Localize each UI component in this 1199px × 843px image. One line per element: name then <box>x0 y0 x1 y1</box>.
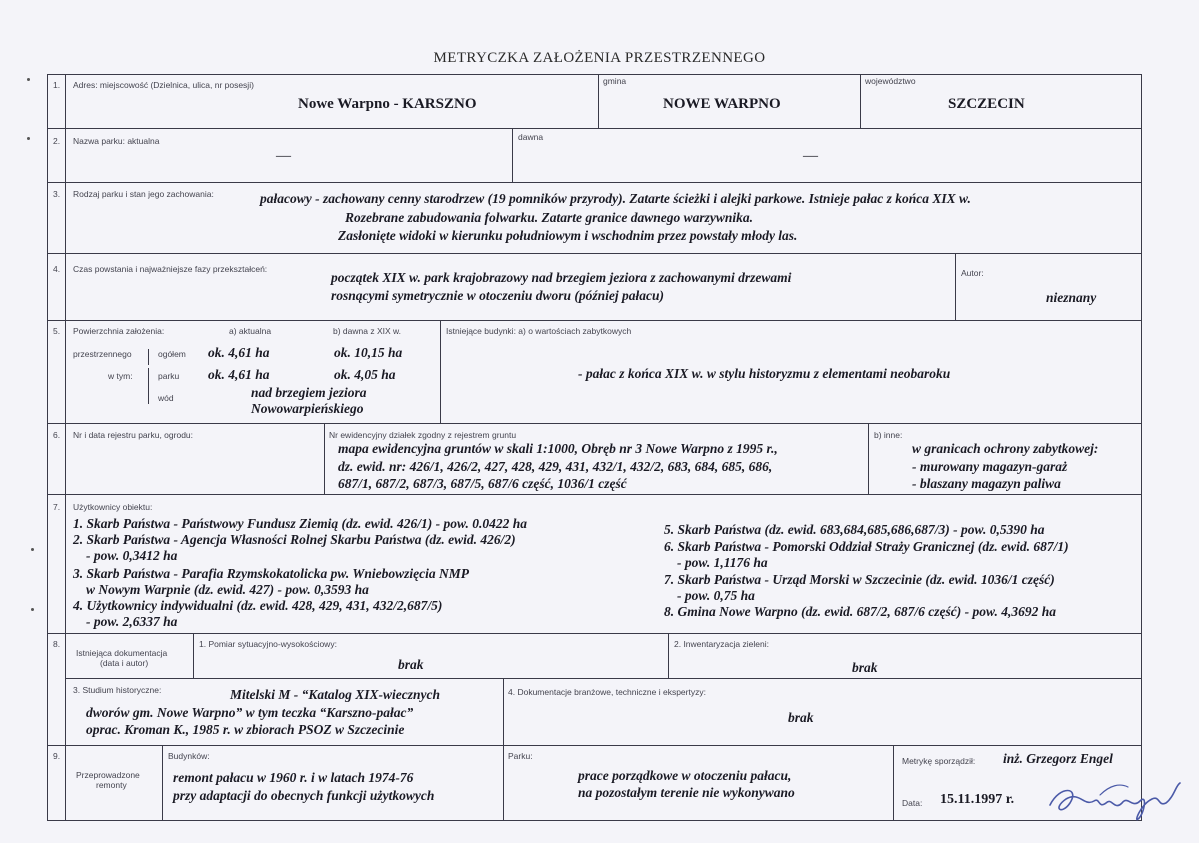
cell-divider <box>503 745 504 820</box>
row-separator <box>47 128 1142 129</box>
study-line: Mitelski M - “Katalog XIX-wiecznych <box>230 687 441 702</box>
area-former-header: b) dawna z XIX w. <box>333 326 402 336</box>
users-left-line: 3. Skarb Państwa - Parafia Rzymskokatolicka pw. Wniebowzięcia NMP <box>73 566 470 581</box>
area-total-former: ok. 10,15 ha <box>334 345 403 360</box>
buildings-value: - pałac z końca XIX w. w stylu historyzmu z elementami neobaroku <box>578 366 951 381</box>
buildings-renovations-line: przy adaptacji do obecnych funkcji użytkowych <box>173 788 435 803</box>
area-total-current: ok. 4,61 ha <box>208 345 270 360</box>
park-name-label: Nazwa parku: aktualna <box>73 136 160 146</box>
area-water-label: wód <box>158 393 174 403</box>
row-number: 8. <box>53 639 61 649</box>
margin-dot <box>27 137 30 140</box>
row-separator <box>47 253 1142 254</box>
history-line: rosnącymi symetrycznie w otoczeniu dworu (później pałacu) <box>331 288 665 303</box>
former-name-value: — <box>803 148 818 164</box>
users-left-line: 1. Skarb Państwa - Państwowy Fundusz Ziemią (dz. ewid. 426/1) - pow. 0.0422 ha <box>73 516 528 531</box>
cell-divider <box>598 74 599 128</box>
other-line: w granicach ochrony zabytkowej: <box>912 441 1099 456</box>
park-renovations-label: Parku: <box>508 751 533 761</box>
cell-divider <box>955 253 956 320</box>
other-line: - murowany magazyn-garaż <box>912 459 1068 474</box>
area-przestrzennego-label: przestrzennego <box>73 349 132 359</box>
cell-divider <box>440 320 441 423</box>
parcels-line: mapa ewidencyjna gruntów w skali 1:1000, Obręb nr 3 Nowe Warpno z 1995 r., <box>338 441 778 456</box>
users-left-line: - pow. 0,3412 ha <box>86 548 178 563</box>
area-divider <box>148 349 149 365</box>
row-number: 1. <box>53 80 61 90</box>
users-left-line: - pow. 2,6337 ha <box>86 614 178 629</box>
other-label: b) inne: <box>874 430 903 440</box>
cell-divider <box>324 423 325 494</box>
study-label: 3. Studium historyczne: <box>73 685 162 695</box>
row-separator <box>66 678 1142 679</box>
margin-dot <box>27 78 30 81</box>
users-right-line: - pow. 1,1176 ha <box>677 555 768 570</box>
users-left-line: 2. Skarb Państwa - Agencja Własności Rolnej Skarbu Państwa (dz. ewid. 426/2) <box>73 532 516 547</box>
buildings-renovations-label: Budynków: <box>168 751 210 761</box>
table-border-bottom <box>47 820 1142 821</box>
row-separator <box>47 182 1142 183</box>
date-value: 15.11.1997 r. <box>940 792 1015 807</box>
study-line: oprac. Kroman K., 1985 r. w zbiorach PSOZ w Szczecinie <box>86 722 405 737</box>
cell-divider <box>512 128 513 182</box>
park-type-line: Rozebrane zabudowania folwarku. Zatarte granice dawnego warzywnika. <box>345 210 754 225</box>
author-label: Autor: <box>961 268 984 278</box>
cell-divider <box>860 74 861 128</box>
technical-docs-value: brak <box>788 710 814 725</box>
author-value: nieznany <box>1046 290 1097 305</box>
area-park-current: ok. 4,61 ha <box>208 367 270 382</box>
row-separator <box>47 423 1142 424</box>
area-park-former: ok. 4,05 ha <box>334 367 396 382</box>
area-label: Powierzchnia założenia: <box>73 326 165 336</box>
date-label: Data: <box>902 798 923 808</box>
area-in-which-label: w tym: <box>108 371 133 381</box>
table-border-right <box>1141 74 1142 821</box>
table-border-top <box>47 74 1142 75</box>
users-right-line: 6. Skarb Państwa - Pomorski Oddział Straży Granicznej (dz. ewid. 687/1) <box>664 539 1069 554</box>
area-current-header: a) aktualna <box>229 326 272 336</box>
greenery-value: brak <box>852 660 878 675</box>
row-separator <box>47 494 1142 495</box>
register-label: Nr i data rejestru parku, ogrodu: <box>73 430 194 440</box>
margin-dot <box>31 608 34 611</box>
area-water-line: nad brzegiem jeziora <box>251 385 367 400</box>
parcels-line: dz. ewid. nr: 426/1, 426/2, 427, 428, 429, 431, 432/1, 432/2, 683, 684, 685, 686, <box>338 459 773 474</box>
buildings-label: Istniejące budynki: a) o wartościach zabytkowych <box>446 326 632 336</box>
park-renovations-line: prace porządkowe w otoczeniu pałacu, <box>578 768 792 783</box>
row-separator <box>47 320 1142 321</box>
renovations-label: Przeprowadzone <box>76 770 140 780</box>
number-column-line <box>65 74 66 821</box>
cell-divider <box>193 633 194 678</box>
renovations-sublabel: remonty <box>96 780 127 790</box>
users-right-line: - pow. 0,75 ha <box>677 588 755 603</box>
parcels-label: Nr ewidencyjny działek zgodny z rejestrem gruntu <box>329 430 517 440</box>
row-number: 7. <box>53 502 61 512</box>
park-type-label: Rodzaj parku i stan jego zachowania: <box>73 189 214 199</box>
technical-docs-label: 4. Dokumentacje branżowe, techniczne i ekspertyzy: <box>508 687 706 697</box>
margin-dot <box>31 548 34 551</box>
users-left-line: w Nowym Warpnie (dz. ewid. 427) - pow. 0,3593 ha <box>86 582 369 597</box>
prepared-by-value: inż. Grzegorz Engel <box>1003 751 1113 766</box>
prepared-by-label: Metrykę sporządził: <box>902 756 976 766</box>
survey-label: 1. Pomiar sytuacyjno-wysokościowy: <box>199 639 337 649</box>
park-name-value: — <box>276 148 291 164</box>
users-right-line: 8. Gmina Nowe Warpno (dz. ewid. 687/2, 687/6 część) - pow. 4,3692 ha <box>664 604 1057 619</box>
gmina-label: gmina <box>603 76 627 86</box>
cell-divider <box>668 633 669 678</box>
handwritten-signature <box>1040 775 1190 825</box>
table-border-left <box>47 74 48 821</box>
buildings-renovations-line: remont pałacu w 1960 r. i w latach 1974-76 <box>173 770 414 785</box>
area-water-line: Nowowarpieńskiego <box>251 401 364 416</box>
users-right-line: 7. Skarb Państwa - Urząd Morski w Szczecinie (dz. ewid. 1036/1 część) <box>664 572 1055 587</box>
users-right-line: 5. Skarb Państwa (dz. ewid. 683,684,685,686,687/3) - pow. 0,5390 ha <box>664 522 1045 537</box>
users-label: Użytkownicy obiektu: <box>73 502 153 512</box>
park-type-line: pałacowy - zachowany cenny starodrzew (19 pomników przyrody). Zatarte ścieżki i alejki parkowe. Istnieje pałac z końca XIX w. <box>260 191 971 206</box>
row-number: 4. <box>53 264 61 274</box>
park-type-line: Zasłonięte widoki w kierunku południowym i wschodnim przez powstały młody las. <box>338 228 798 243</box>
greenery-label: 2. Inwentaryzacja zieleni: <box>674 639 769 649</box>
park-renovations-line: na pozostałym terenie nie wykonywano <box>578 785 795 800</box>
cell-divider <box>868 423 869 494</box>
wojewodztwo-label: województwo <box>865 76 916 86</box>
cell-divider <box>503 678 504 745</box>
users-left-line: 4. Użytkownicy indywidualni (dz. ewid. 428, 429, 431, 432/2,687/5) <box>73 598 443 613</box>
cell-divider <box>162 745 163 820</box>
address-label: Adres: miejscowość (Dzielnica, ulica, nr posesji) <box>73 80 254 90</box>
area-park-label: parku <box>158 371 180 381</box>
row-number: 6. <box>53 430 61 440</box>
survey-value: brak <box>398 657 424 672</box>
study-line: dworów gm. Nowe Warpno” w tym teczka “Karszno-pałac” <box>86 705 414 720</box>
area-divider <box>148 368 149 404</box>
row-number: 2. <box>53 136 61 146</box>
row-separator <box>47 633 1142 634</box>
row-number: 5. <box>53 326 61 336</box>
history-line: początek XIX w. park krajobrazowy nad brzegiem jeziora z zachowanymi drzewami <box>331 270 792 285</box>
former-name-label: dawna <box>518 132 544 142</box>
documentation-sublabel: (data i autor) <box>100 658 149 668</box>
wojewodztwo-value: SZCZECIN <box>948 96 1025 112</box>
area-total-label: ogółem <box>158 349 186 359</box>
row-number: 9. <box>53 751 61 761</box>
cell-divider <box>893 745 894 820</box>
history-label: Czas powstania i najważniejsze fazy przekształceń: <box>73 264 268 274</box>
documentation-label: Istniejąca dokumentacja <box>76 648 168 658</box>
address-value: Nowe Warpno - KARSZNO <box>298 96 477 112</box>
page-title: METRYCZKA ZAŁOŻENIA PRZESTRZENNEGO <box>433 50 766 66</box>
other-line: - blaszany magazyn paliwa <box>912 476 1061 491</box>
row-number: 3. <box>53 189 61 199</box>
gmina-value: NOWE WARPNO <box>663 96 781 112</box>
row-separator <box>47 745 1142 746</box>
parcels-line: 687/1, 687/2, 687/3, 687/5, 687/6 część, 1036/1 część <box>338 476 627 491</box>
